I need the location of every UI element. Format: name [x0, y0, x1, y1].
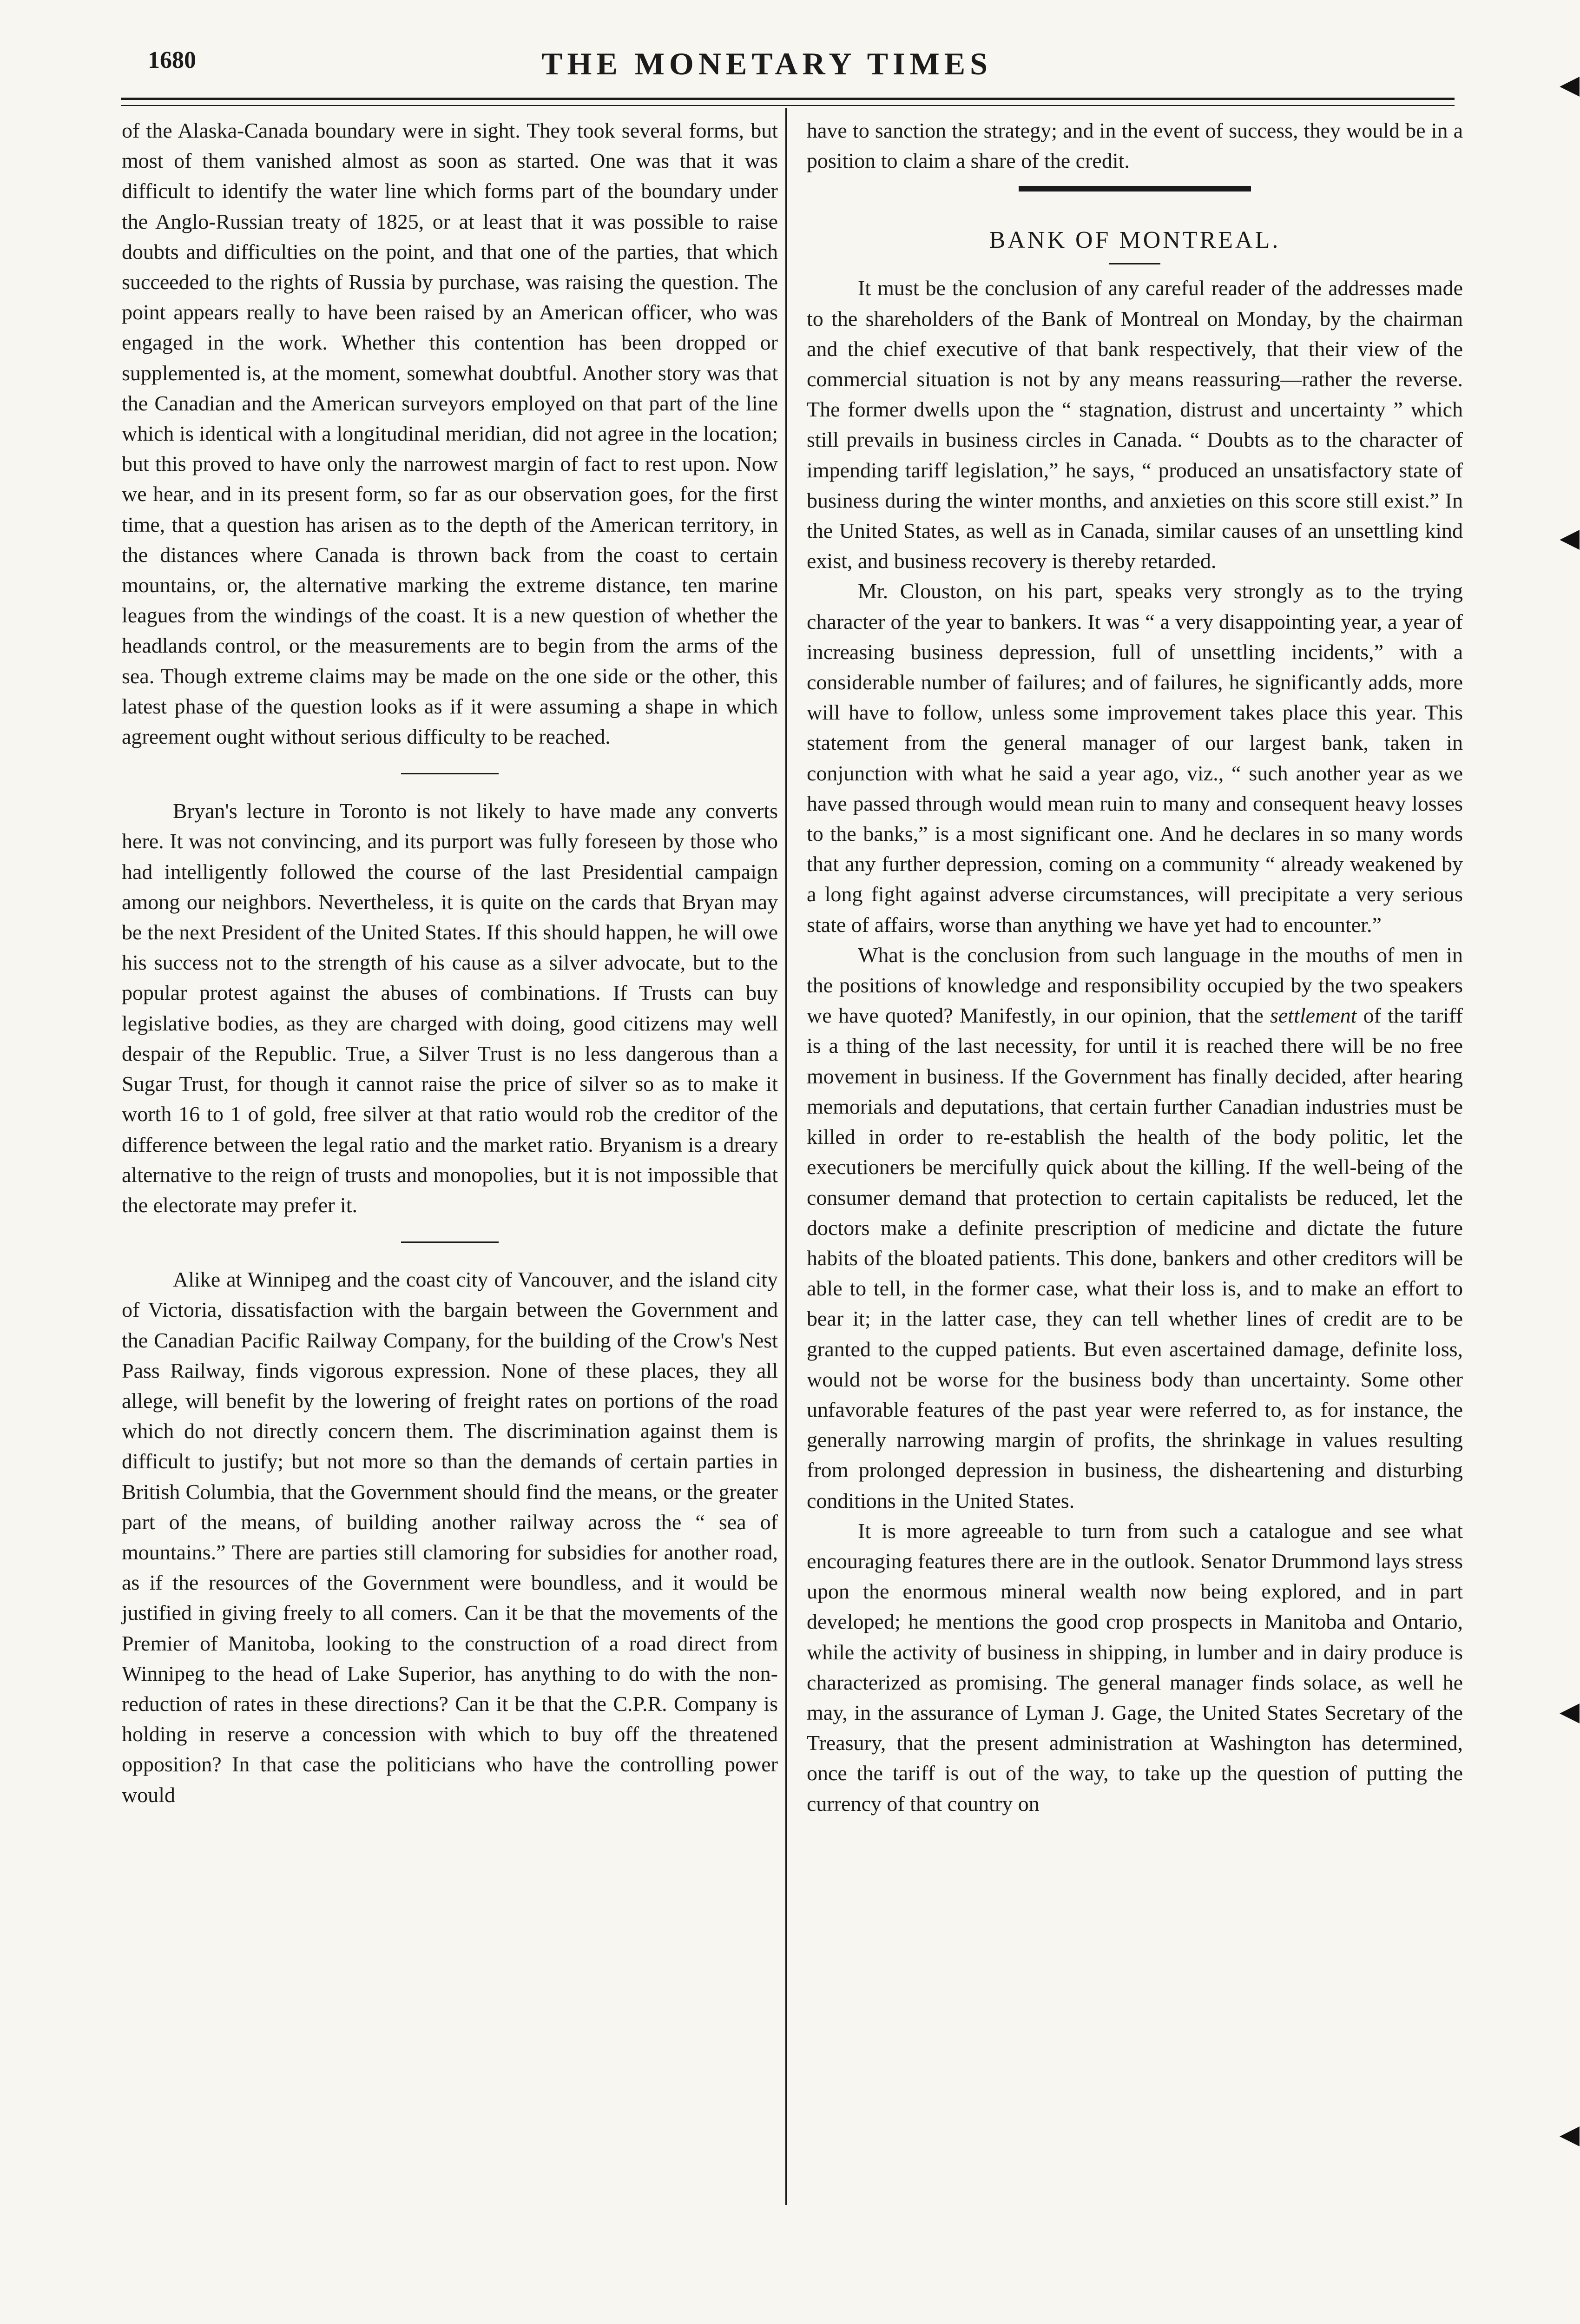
- bank-paragraph-3-start: What is the conclusion from such language in the mouths of men in the positions of knowledge and responsibility occupied by the two speakers we have quoted? Manifestly, in our opinion, that the: [807, 943, 1463, 1028]
- article-alaska-boundary: of the Alaska-Canada boundary were in sight. They took several forms, but most of them vanished almost as soon as started. One was that it was difficult to identify the water line which forms part of the boundary under the Anglo-Russian treaty of 1825, or at least that it was possible to raise doubts and difficulties on the point, and that one of the parties, that which succeeded to the rights of Russia by purchase, was raising the question. The point appears really to have been raised by an American officer, who was engaged in the work. Whether this contention has been dropped or supplemented is, at the moment, somewhat doubtful. Another story was that the Canadian and the American surveyors employed on that part of the line which is identical with a longitudinal meridian, did not agree in the location; but this proved to have only the narrowest margin of fact to rest upon. Now we hear, and in its present form, so far as our observation goes, for the first time, that a question has arisen as to the depth of the American territory, in the distances where Canada is thrown back from the coast to certain mountains, or, the alternative marking the extreme distance, ten marine leagues from the windings of the coast. It is a new question of whether the headlands control, or the measurements are to begin from the arms of the sea. Though extreme claims may be made on the one side or the other, this latest phase of the question looks as if it were assuming a shape in which agreement ought without serious difficulty to be reached.: [122, 119, 778, 749]
- margin-mark: ◀: [1560, 71, 1580, 99]
- margin-mark: ◀: [1560, 524, 1580, 553]
- bank-paragraph-3-end: of the tariff is a thing of the last necessity, for until it is reached there will be no free movement in business. If the Government has finally decided, after hearing memorials and deputations, that certain further Canadian industries must be killed in order to re-establish the health of the body politic, let the executioners be mercifully quick about the killing. If the well-being of the consumer demand that protection to certain capitalists be reduced, let the doctors make a definite prescription of medicine and dictate the future habits of the bloated patients. This done, bankers and other creditors will be able to tell, in the former case, what their loss is, and to make an effort to bear it; in the latter case, they can tell whether lines of credit are to be granted to the cupped patients. But even ascertained damage, definite loss, would not be worse for the business body than uncertainty. Some other unfavorable features of the past year were referred to, as for instance, the generally narrowing margin of profits, the shrinkage in values resulting from prolonged depression in business, the disheartening and disturbing conditions in the United States.: [807, 1004, 1463, 1512]
- bank-paragraph-3: [807, 940, 1463, 1516]
- section-divider: [401, 1241, 499, 1243]
- article-continuation: have to sanction the strategy; and in the event of success, they would be in a position to claim a share of the credit.: [807, 119, 1463, 173]
- heading-underline: [1109, 263, 1160, 264]
- bank-paragraph-1: It must be the conclusion of any careful reader of the addresses made to the shareholders of the Bank of Montreal on Monday, by the chairman and the chief executive of that bank respectively, that their view of the commercial situation is not by any means reassuring—rather the reverse. The former dwells upon the “ stagnation, distrust and uncertainty ” which still prevails in business circles in Canada. “ Doubts as to the character of impending tariff legislation,” he says, “ produced an unsatisfactory state of business during the winter months, and anxieties on this score still exist.” In the United States, as well as in Canada, similar causes of an unsettling kind exist, and business recovery is thereby retarded.: [807, 276, 1463, 573]
- article-crows-nest-railway: Alike at Winnipeg and the coast city of Vancouver, and the island city of Victoria, dissatisfaction with the bargain between the Government and the Canadian Pacific Railway Company, for the building of the Crow's Nest Pass Railway, finds vigorous expression. None of these places, they all allege, will benefit by the lowering of freight rates on portions of the road which do not directly concern them. The discrimination against them is difficult to justify; but not more so than the demands of certain parties in British Columbia, that the Government should find the means, or the greater part of the means, of building another railway across the “ sea of mountains.” There are parties still clamoring for subsidies for another road, as if the resources of the Government were boundless, and it would be justified in giving freely to all comers. Can it be that the movements of the Premier of Manitoba, looking to the construction of a road direct from Winnipeg to the head of Lake Superior, has anything to do with the non-reduction of rates in these directions? Can it be that the C.P.R. Company is holding in reserve a concession with which to buy off the threatened opposition? In that case the politicians who have the controlling power would: [122, 1268, 778, 1807]
- header-rule-thin: [121, 105, 1455, 106]
- header-rule-thick: [121, 98, 1455, 100]
- heading-divider-heavy: [1019, 186, 1251, 191]
- margin-mark: ◀: [1560, 1697, 1580, 1726]
- article-bryan-lecture: Bryan's lecture in Toronto is not likely to have made any converts here. It was not convincing, and its purport was fully foreseen by those who had intelligently followed the course of the last Presidential campaign among our neighbors. Nevertheless, it is quite on the cards that Bryan may be the next President of the United States. If this should happen, he will owe his success not to the strength of his cause as a silver advocate, but to the popular protest against the abuses of combinations. If Trusts can buy legislative bodies, as they are charged with doing, good citizens may well despair of the Republic. True, a Silver Trust is no less dangerous than a Sugar Trust, for though it cannot raise the price of silver so as to make it worth 16 to 1 of gold, free silver at that ratio would rob the creditor of the difference between the legal ratio and the market ratio. Bryanism is a dreary alternative to the reign of trusts and monopolies, but it is not impossible that the electorate may prefer it.: [122, 799, 778, 1217]
- bank-paragraph-2: Mr. Clouston, on his part, speaks very strongly as to the trying character of the year to bankers. It was “ a very disappointing year, a year of increasing business depression, full of unsettling incidents,” with a considerable number of failures; and of failures, he significantly adds, more will have to follow, unless some improvement takes place this year. This statement from the general manager of our largest bank, taken in conjunction with what he said a year ago, viz., “ such another year as we have passed through would mean ruin to many and consequent heavy losses to the banks,” is a most significant one. And he declares in so many words that any further depression, coming on a community “ already weakened by a long fight against adverse circumstances, will precipitate a very serious state of affairs, worse than anything we have yet had to encounter.”: [807, 579, 1463, 937]
- bank-paragraph-4: It is more agreeable to turn from such a catalogue and see what encouraging features there are in the outlook. Senator Drummond lays stress upon the enormous mineral wealth now being explored, and in part developed; he mentions the good crop prospects in Manitoba and Ontario, while the activity of business in shipping, in lumber and in dairy produce is characterized as promising. The general manager finds solace, as well he may, in the assurance of Lyman J. Gage, the United States Secretary of the Treasury, that the present administration at Washington has determined, once the tariff is out of the way, to take up the question of putting the currency of that country on: [807, 1519, 1463, 1816]
- left-column: [122, 115, 778, 1810]
- masthead: THE MONETARY TIMES: [541, 46, 992, 81]
- right-column: [807, 115, 1463, 1819]
- section-divider: [401, 773, 499, 774]
- column-divider: [785, 108, 787, 2205]
- section-heading: BANK OF MONTREAL.: [989, 227, 1281, 254]
- italic-word: settlement: [1270, 1004, 1357, 1028]
- margin-mark: ◀: [1560, 2120, 1580, 2149]
- page-number: 1680: [148, 47, 196, 73]
